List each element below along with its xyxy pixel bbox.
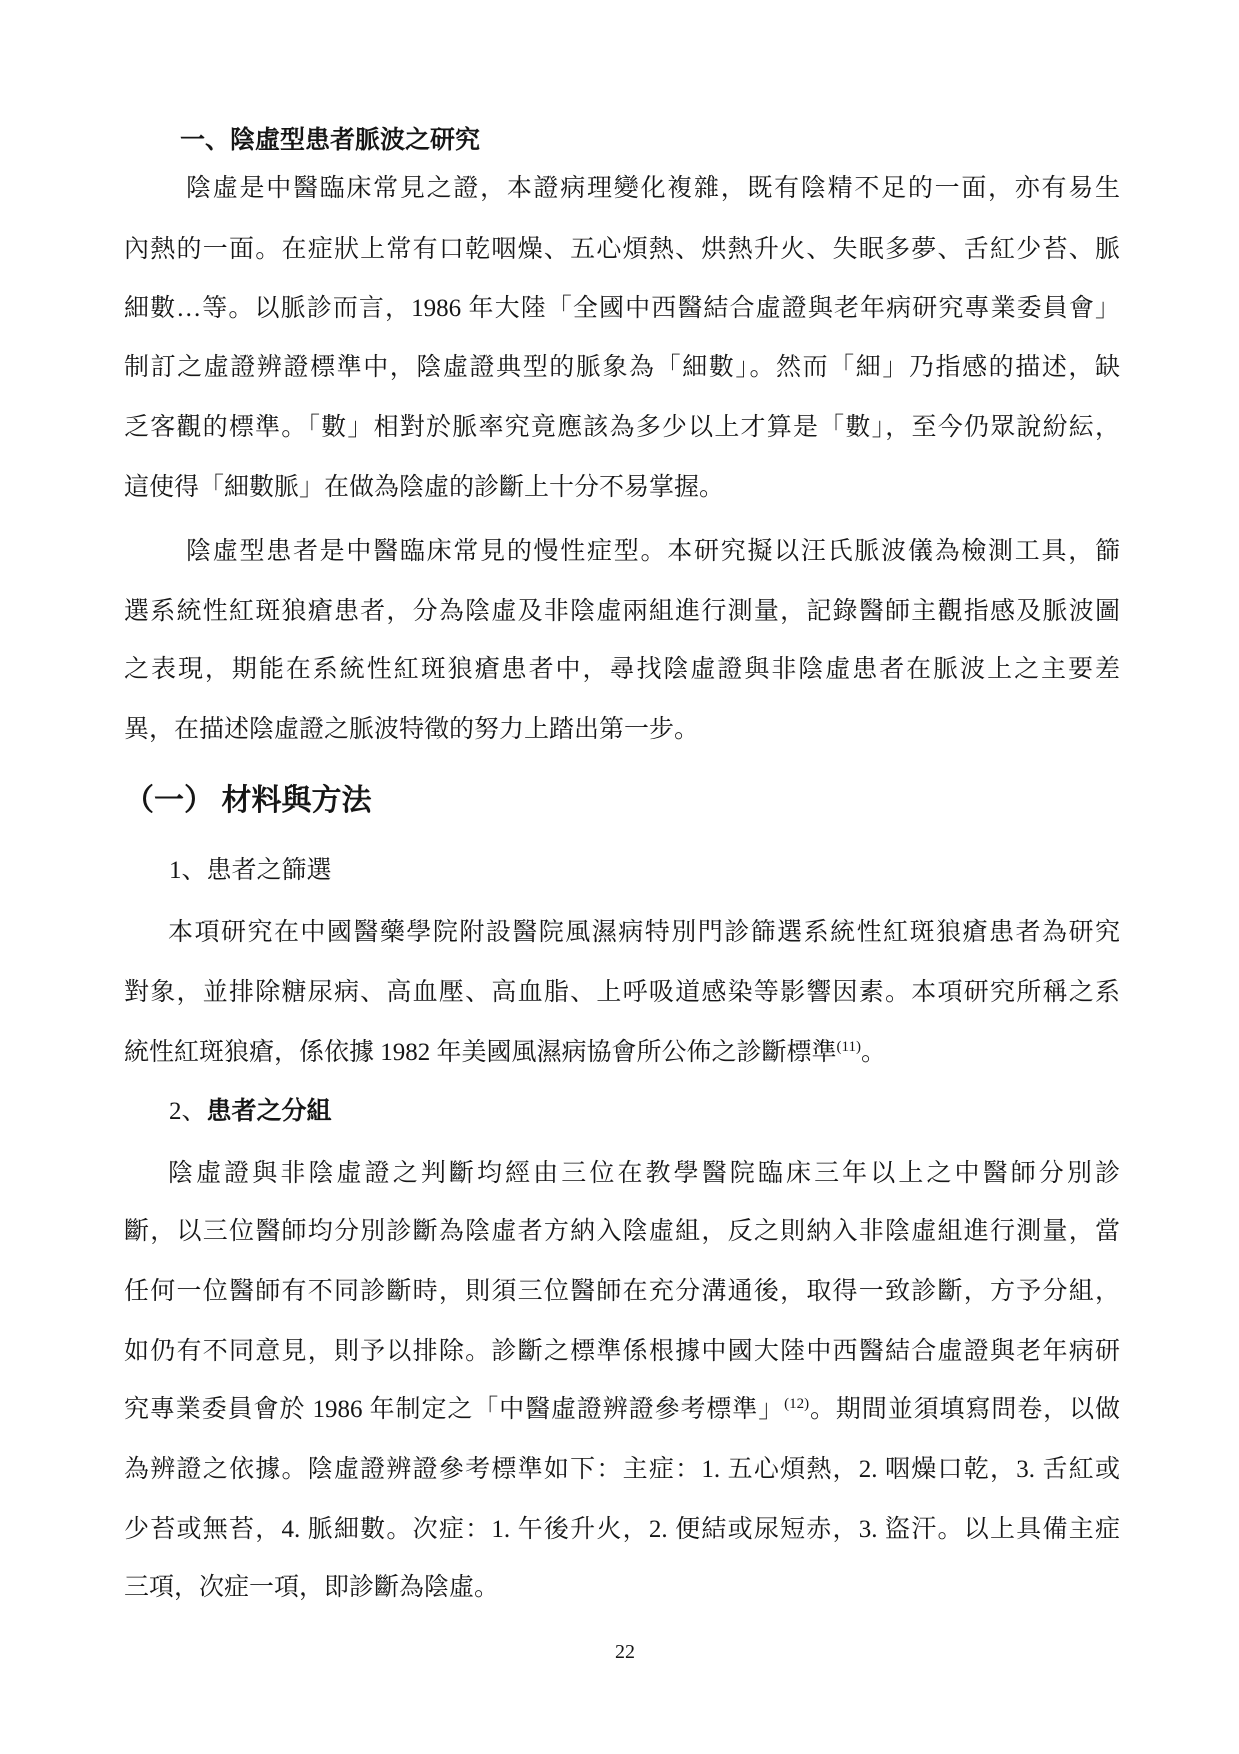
text-line: 陰虛是中醫臨床常見之證，本證病理變化複雜，既有陰精不足的一面，亦有易生 (186, 175, 1120, 202)
text-line: 任何一位醫師有不同診斷時，則須三位醫師在充分溝通後，取得一致診斷，方予分組， (124, 1278, 1120, 1305)
text-line: 少苔或無苔，4. 脈細數。次症：1. 午後升火，2. 便結或尿短赤，3. 盜汗。以上具備主症 (124, 1516, 1120, 1543)
text-line: 為辨證之依據。陰虛證辨證參考標準如下：主症：1. 五心煩熱，2. 咽燥口乾，3. 舌紅或 (124, 1456, 1120, 1483)
subsection-heading: （一） 材料與方法 (124, 784, 372, 817)
text-line: 內熱的一面。在症狀上常有口乾咽燥、五心煩熱、烘熱升火、失眠多夢、舌紅少苔、脈 (124, 236, 1120, 263)
text-line: 三項，次症一項，即診斷為陰虛。 (124, 1574, 500, 1601)
section-heading: 一、陰虛型患者脈波之研究 (180, 127, 481, 154)
text-segment: 。 (860, 1039, 886, 1066)
text-line (124, 1036, 1120, 1070)
text-line: 制訂之虛證辨證標準中，陰虛證典型的脈象為「細數」。然而「細」乃指感的描述，缺 (124, 354, 1120, 381)
text-line: 乏客觀的標準。「數」相對於脈率究竟應該為多少以上才算是「數」，至今仍眾說紛紜， (124, 414, 1120, 441)
citation-reference: (12) (784, 1396, 810, 1412)
text-line (124, 1393, 1120, 1427)
item-title: 患者之分組 (206, 1098, 332, 1125)
citation-reference: (11) (836, 1039, 861, 1055)
text-line: 陰虛證與非陰虛證之判斷均經由三位在教學醫院臨床三年以上之中醫師分別診 (168, 1160, 1120, 1187)
text-line: 選系統性紅斑狼瘡患者，分為陰虛及非陰虛兩組進行測量，記錄醫師主觀指感及脈波圖 (124, 598, 1120, 625)
page-number: 22 (615, 1641, 635, 1663)
item-number: 1、 (169, 857, 207, 884)
text-line: 陰虛型患者是中醫臨床常見的慢性症型。本研究擬以汪氏脈波儀為檢測工具，篩 (186, 538, 1120, 565)
text-line: 對象，並排除糖尿病、高血壓、高血脂、上呼吸道感染等影響因素。本項研究所稱之系 (124, 979, 1120, 1006)
text-segment: 究專業委員會於 1986 年制定之「中醫虛證辨證參考標準」 (124, 1396, 785, 1423)
text-line: 這使得「細數脈」在做為陰虛的診斷上十分不易掌握。 (124, 474, 725, 501)
item-heading-patient-screening (169, 854, 332, 888)
item-heading-patient-grouping (169, 1095, 332, 1129)
item-title: 患者之篩選 (206, 857, 332, 884)
text-line: 如仍有不同意見，則予以排除。診斷之標準係根據中國大陸中西醫結合虛證與老年病研 (124, 1338, 1120, 1365)
text-line: 本項研究在中國醫藥學院附設醫院風濕病特別門診篩選系統性紅斑狼瘡患者為研究 (168, 919, 1120, 946)
text-segment: 。期間並須填寫問卷，以做 (809, 1396, 1120, 1423)
item-number: 2、 (169, 1098, 207, 1125)
text-segment: 統性紅斑狼瘡，係依據 1982 年美國風濕病協會所公佈之診斷標準 (124, 1039, 837, 1066)
text-line: 細數…等。以脈診而言，1986 年大陸「全國中西醫結合虛證與老年病研究專業委員會」 (124, 295, 1120, 322)
text-line: 異，在描述陰虛證之脈波特徵的努力上踏出第一步。 (124, 716, 700, 743)
text-line: 斷，以三位醫師均分別診斷為陰虛者方納入陰虛組，反之則納入非陰虛組進行測量，當 (124, 1218, 1120, 1245)
text-line: 之表現，期能在系統性紅斑狼瘡患者中，尋找陰虛證與非陰虛患者在脈波上之主要差 (124, 656, 1120, 683)
